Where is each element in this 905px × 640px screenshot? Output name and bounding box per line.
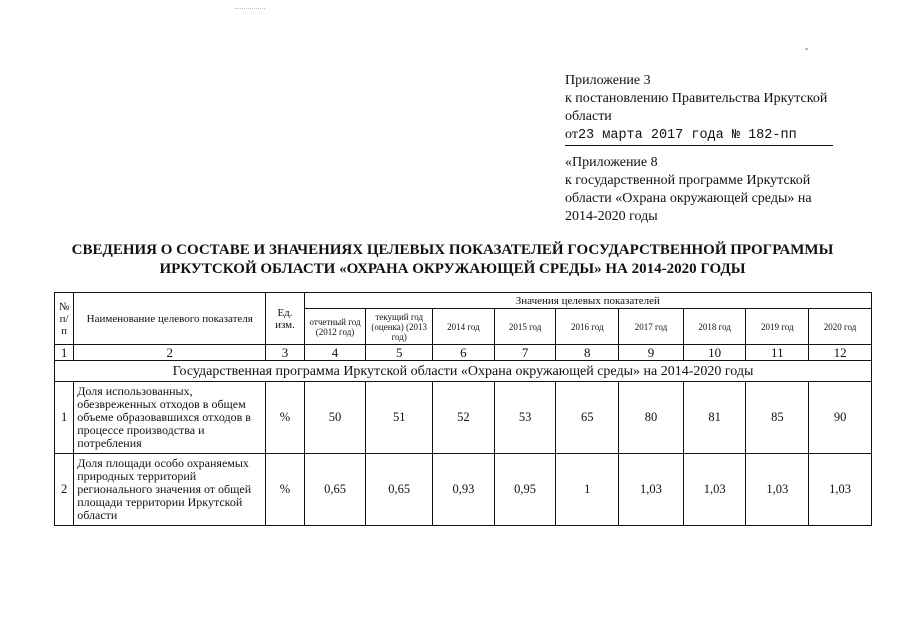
- indicator-value: 1,03: [809, 454, 872, 526]
- column-number: 1: [55, 345, 74, 361]
- indicator-value: 0,95: [494, 454, 556, 526]
- indicator-value: 0,65: [366, 454, 433, 526]
- header-year: 2017 год: [619, 309, 684, 345]
- appendix-line: области «Охрана окружающей среды» на: [565, 191, 812, 206]
- scan-mark: [235, 8, 265, 10]
- indicator-value: 1,03: [619, 454, 684, 526]
- indicator-value: 50: [304, 382, 366, 454]
- appendix-line: области: [565, 109, 612, 124]
- indicator-value: 1,03: [746, 454, 809, 526]
- indicator-value: 0,65: [304, 454, 366, 526]
- indicator-value: 81: [683, 382, 746, 454]
- indicator-value: 90: [809, 382, 872, 454]
- indicator-value: 52: [433, 382, 495, 454]
- appendix-line: к государственной программе Иркутской: [565, 173, 811, 188]
- indicator-value: 51: [366, 382, 433, 454]
- indicator-value: 85: [746, 382, 809, 454]
- header-year: отчетный год (2012 год): [304, 309, 366, 345]
- header-num: № п/ п: [55, 293, 74, 345]
- indicators-table: [54, 292, 872, 526]
- indicator-value: 53: [494, 382, 556, 454]
- header-year: 2014 год: [433, 309, 495, 345]
- column-number: 7: [494, 345, 556, 361]
- column-number: 10: [683, 345, 746, 361]
- header-year: 2015 год: [494, 309, 556, 345]
- appendix-3-block: [565, 72, 833, 146]
- indicator-value: 0,93: [433, 454, 495, 526]
- column-number: 5: [366, 345, 433, 361]
- document-title: [0, 241, 905, 279]
- column-number: 8: [556, 345, 619, 361]
- appendix-line: Приложение 3: [565, 73, 651, 88]
- indicator-unit: %: [266, 382, 304, 454]
- indicator-value: 80: [619, 382, 684, 454]
- appendix-8-block: [565, 154, 812, 226]
- indicator-value: 1: [556, 454, 619, 526]
- header-year: текущий год (оценка) (2013 год): [366, 309, 433, 345]
- title-line-2: ИРКУТСКОЙ ОБЛАСТИ «ОХРАНА ОКРУЖАЮЩЕЙ СРЕДЫ» НА 2014-2020 ГОДЫ: [159, 261, 746, 277]
- indicator-value: 65: [556, 382, 619, 454]
- indicator-name: Доля использованных, обезвреженных отходов в общем объеме образовавшихся отходов в процессе производства и потребления: [74, 382, 266, 454]
- program-row: Государственная программа Иркутской области «Охрана окружающей среды» на 2014-2020 годы: [55, 361, 872, 382]
- date-prefix: от: [565, 127, 578, 142]
- indicator-value: 1,03: [683, 454, 746, 526]
- column-number: 4: [304, 345, 366, 361]
- indicator-name: Доля площади особо охраняемых природных территорий регионального значения от общей площади территории Иркутской области: [74, 454, 266, 526]
- indicator-unit: %: [266, 454, 304, 526]
- header-year: 2019 год: [746, 309, 809, 345]
- appendix-line: к постановлению Правительства Иркутской: [565, 91, 828, 106]
- column-number: 9: [619, 345, 684, 361]
- header-unit: Ед. изм.: [266, 293, 304, 345]
- column-number: 11: [746, 345, 809, 361]
- row-number: 1: [55, 382, 74, 454]
- row-number: 2: [55, 454, 74, 526]
- column-number: 6: [433, 345, 495, 361]
- header-year: 2016 год: [556, 309, 619, 345]
- column-number: 2: [74, 345, 266, 361]
- decree-date: 23 марта 2017 года № 182-пп: [577, 128, 797, 143]
- scan-mark: [805, 48, 808, 50]
- decree-date-line: [565, 126, 833, 146]
- appendix-line: «Приложение 8: [565, 155, 658, 170]
- header-year: 2018 год: [683, 309, 746, 345]
- title-line-1: СВЕДЕНИЯ О СОСТАВЕ И ЗНАЧЕНИЯХ ЦЕЛЕВЫХ ПОКАЗАТЕЛЕЙ ГОСУДАРСТВЕННОЙ ПРОГРАММЫ: [71, 242, 834, 258]
- header-name: Наименование целевого показателя: [74, 293, 266, 345]
- column-number: 3: [266, 345, 304, 361]
- column-number: 12: [809, 345, 872, 361]
- header-values-group: Значения целевых показателей: [304, 293, 871, 309]
- appendix-line: 2014-2020 годы: [565, 209, 658, 224]
- header-year: 2020 год: [809, 309, 872, 345]
